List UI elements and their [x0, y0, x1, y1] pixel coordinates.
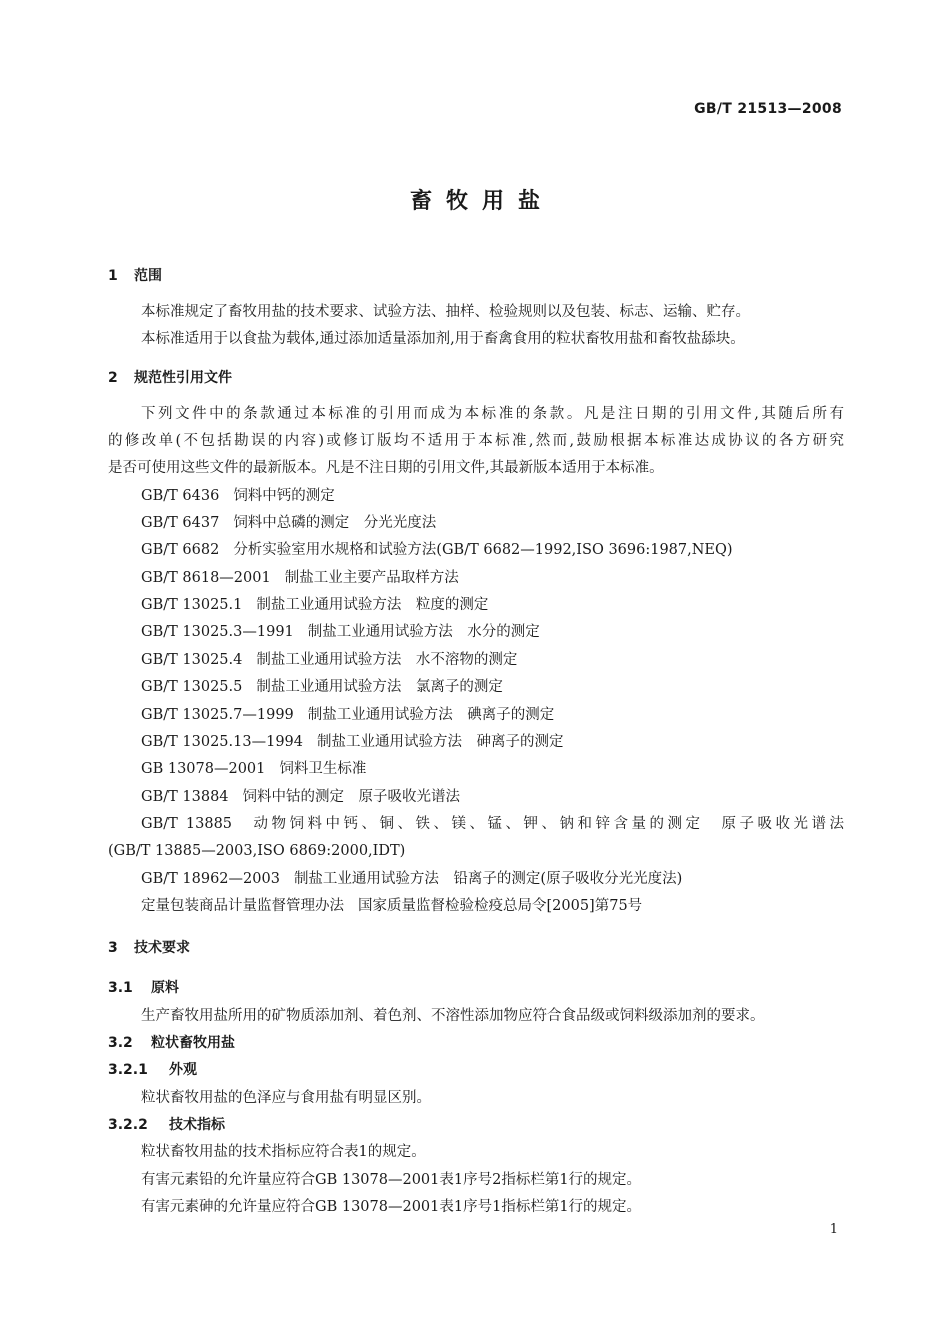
reference-code: GB/T 13025.3—1991: [141, 624, 294, 640]
reference-code: GB/T 18962—2003: [141, 871, 280, 887]
section-number: 1: [108, 268, 118, 284]
subsection-3-2-2-heading: [108, 1115, 844, 1135]
reference-item: [141, 677, 844, 697]
standard-number: GB/T 21513—2008: [694, 101, 842, 117]
section-title: 范围: [134, 268, 162, 284]
page-number: 1: [829, 1222, 838, 1237]
reference-item: [141, 650, 844, 670]
section-title: 粒状畜牧用盐: [151, 1035, 235, 1051]
subsection-3-1-heading: [108, 978, 844, 998]
reference-title: 制盐工业通用试验方法 水不溶物的测定: [256, 652, 518, 668]
reference-title: 制盐工业通用试验方法 粒度的测定: [256, 597, 489, 613]
reference-title: 饲料中钙的测定: [233, 488, 335, 504]
reference-code: GB/T 6436: [141, 488, 220, 504]
paragraph-line: 下列文件中的条款通过本标准的引用而成为本标准的条款。凡是注日期的引用文件,其随后所有: [141, 406, 844, 422]
reference-code: GB/T 6682: [141, 542, 220, 558]
reference-item: [141, 622, 844, 642]
section-number: 3.2.2: [108, 1117, 148, 1133]
section-title: 技术要求: [134, 940, 190, 956]
reference-title: 制盐工业通用试验方法 铅离子的测定(原子吸收分光光度法): [293, 871, 683, 887]
reference-item: [141, 732, 844, 752]
reference-title: 制盐工业通用试验方法 水分的测定: [307, 624, 540, 640]
subsection-3-2-heading: [108, 1033, 844, 1053]
reference-item: [141, 595, 844, 615]
reference-code: GB/T 13025.5: [141, 679, 243, 695]
paragraph: 粒状畜牧用盐的技术指标应符合表1的规定。: [141, 1144, 426, 1160]
reference-title: 国家质量监督检验检疫总局令[2005]第75号: [358, 898, 643, 914]
reference-code: GB/T 8618—2001: [141, 570, 271, 586]
section-number: 3: [108, 940, 118, 956]
reference-title: 制盐工业通用试验方法 碘离子的测定: [307, 707, 555, 723]
reference-code: GB 13078—2001: [141, 761, 266, 777]
reference-item: [141, 568, 844, 588]
section-title: 原料: [151, 980, 179, 996]
reference-title: 分析实验室用水规格和试验方法(GB/T 6682—1992,ISO 3696:1987,NEQ): [233, 542, 733, 558]
paragraph: 粒状畜牧用盐的色泽应与食用盐有明显区别。: [141, 1090, 431, 1106]
section-title: 规范性引用文件: [134, 370, 232, 386]
paragraph: 本标准规定了畜牧用盐的技术要求、试验方法、抽样、检验规则以及包装、标志、运输、贮存。: [141, 304, 750, 320]
reference-item: [141, 759, 844, 779]
subsection-3-2-1-heading: [108, 1060, 844, 1080]
reference-item: GB/T 13885 动物饲料中钙、铜、铁、镁、锰、钾、钠和锌含量的测定 原子吸收光谱法: [141, 816, 844, 832]
section-number: 3.1: [108, 980, 133, 996]
reference-title: 饲料卫生标准: [279, 761, 367, 777]
reference-code: GB/T 13025.1: [141, 597, 243, 613]
reference-title: 饲料中总磷的测定 分光光度法: [233, 515, 437, 531]
reference-item: [141, 705, 844, 725]
section-title: 外观: [169, 1062, 197, 1078]
paragraph-line: 的修改单(不包括勘误的内容)或修订版均不适用于本标准,然而,鼓励根据本标准达成协议的各方研究: [108, 433, 844, 449]
section-2-heading: [108, 368, 844, 388]
section-1-heading: [108, 266, 844, 286]
reference-code: GB/T 13884: [141, 789, 229, 805]
section-number: 3.2.1: [108, 1062, 148, 1078]
reference-item: [141, 787, 844, 807]
reference-item-continuation: (GB/T 13885—2003,ISO 6869:2000,IDT): [108, 843, 406, 859]
reference-item: [141, 540, 844, 560]
reference-code: GB/T 6437: [141, 515, 220, 531]
document-title: 畜牧用盐: [409, 189, 554, 214]
paragraph: 有害元素铅的允许量应符合GB 13078—2001表1序号2指标栏第1行的规定。: [141, 1172, 642, 1188]
reference-code: GB/T 13025.7—1999: [141, 707, 294, 723]
reference-item: [141, 513, 844, 533]
paragraph-line: 是否可使用这些文件的最新版本。凡是不注日期的引用文件,其最新版本适用于本标准。: [108, 460, 664, 476]
section-3-heading: [108, 938, 844, 958]
paragraph: 有害元素砷的允许量应符合GB 13078—2001表1序号1指标栏第1行的规定。: [141, 1199, 642, 1215]
reference-title: 制盐工业通用试验方法 氯离子的测定: [256, 679, 503, 695]
reference-item: [141, 896, 844, 916]
section-title: 技术指标: [169, 1117, 225, 1133]
paragraph: 生产畜牧用盐所用的矿物质添加剂、着色剂、不溶性添加物应符合食品级或饲料级添加剂的要求。: [141, 1008, 765, 1024]
reference-title: 制盐工业通用试验方法 砷离子的测定: [317, 734, 564, 750]
paragraph: 本标准适用于以食盐为载体,通过添加适量添加剂,用于畜禽食用的粒状畜牧用盐和畜牧盐舔块。: [141, 331, 745, 347]
reference-item: [141, 869, 844, 889]
reference-item: [141, 486, 844, 506]
section-number: 3.2: [108, 1035, 133, 1051]
reference-code: GB/T 13025.4: [141, 652, 243, 668]
reference-code: GB/T 13025.13—1994: [141, 734, 303, 750]
reference-code: 定量包装商品计量监督管理办法: [141, 898, 344, 914]
reference-title: 制盐工业主要产品取样方法: [284, 570, 459, 586]
section-number: 2: [108, 370, 118, 386]
reference-title: 饲料中钴的测定 原子吸收光谱法: [242, 789, 461, 805]
